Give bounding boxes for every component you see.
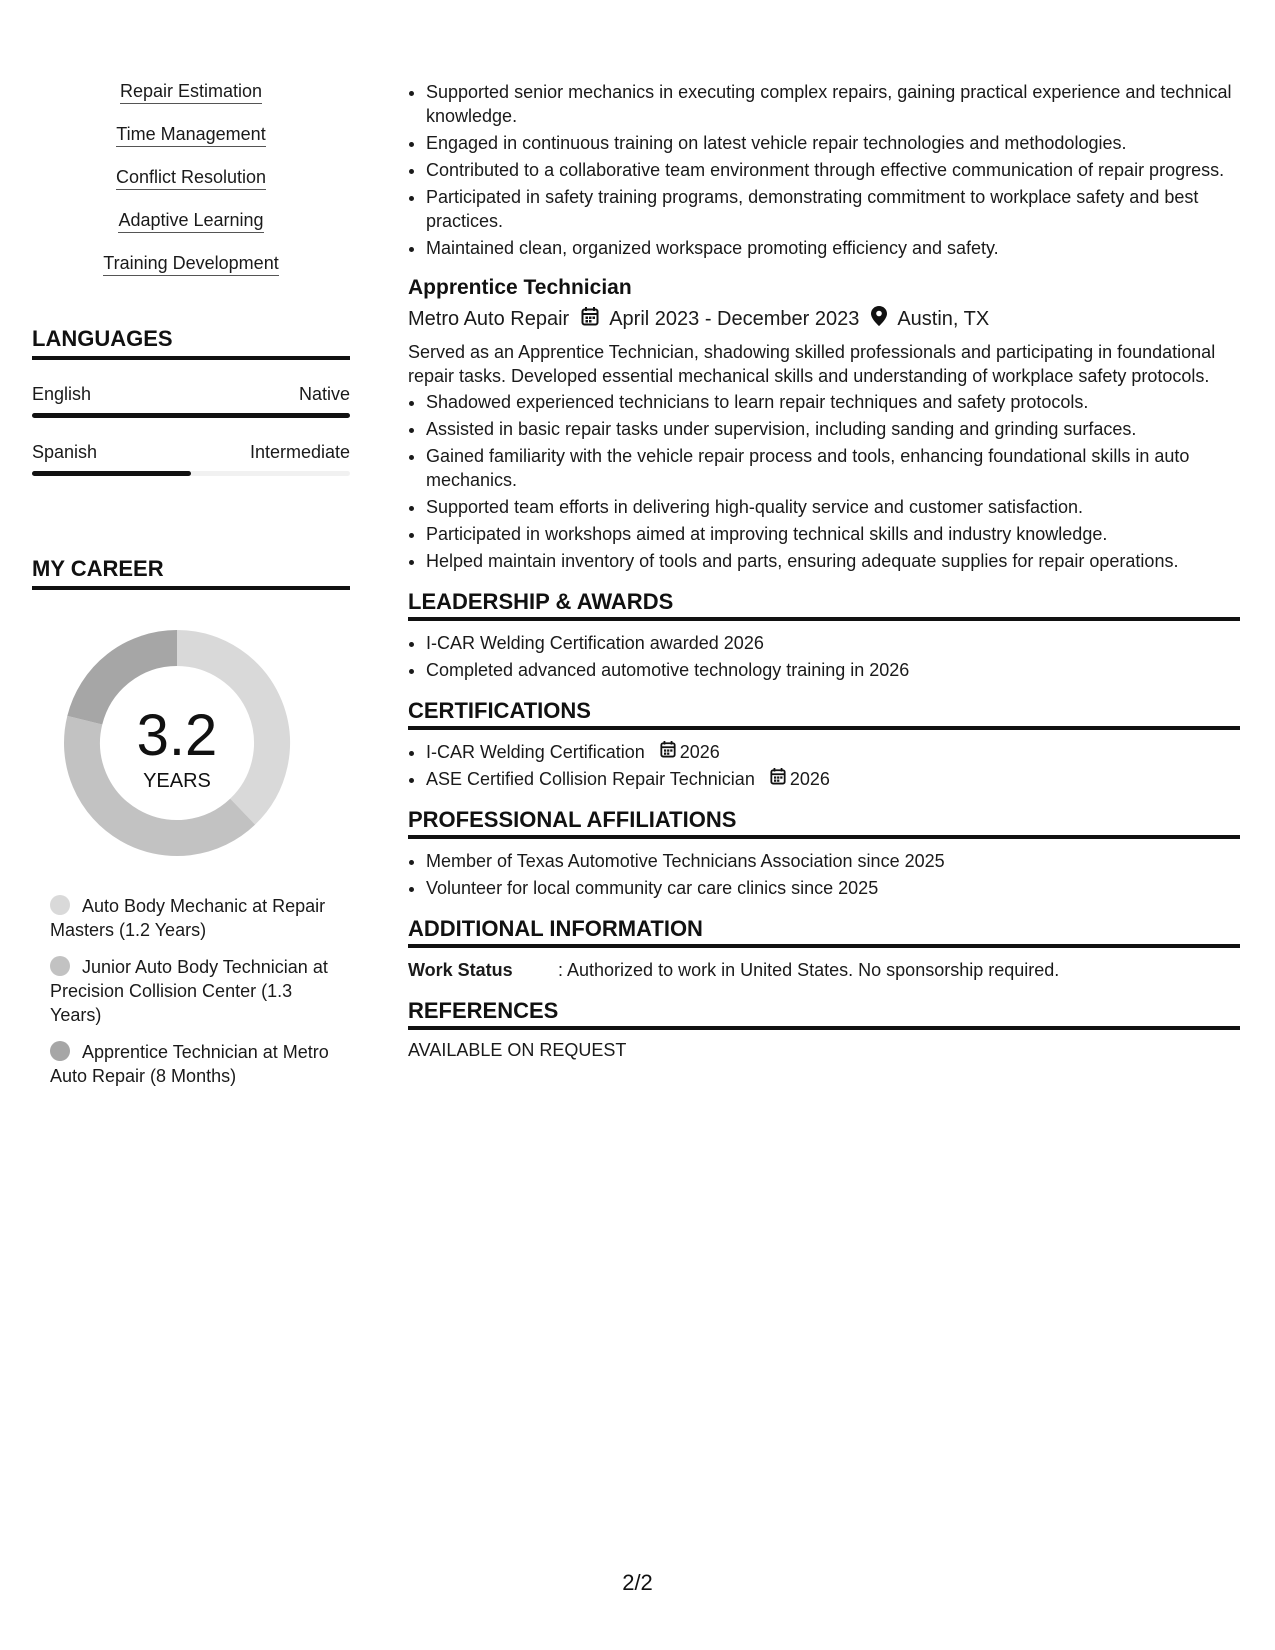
career-legend-label: Junior Auto Body Technician at Precision Collision Center (1.3 Years)	[50, 957, 328, 1025]
list-item: • Participated in safety training programs, demonstrating commitment to workplace safety and best practices.	[426, 185, 1240, 233]
job-bullets	[408, 390, 1240, 573]
language-proficiency-bar	[32, 413, 350, 418]
calendar-icon	[770, 767, 790, 791]
leadership-heading: LEADERSHIP & AWARDS	[408, 589, 1240, 621]
language-name: Spanish	[32, 442, 98, 462]
skill-item	[32, 209, 350, 233]
skill-label: Adaptive Learning	[118, 209, 263, 233]
main-content	[408, 80, 1240, 1061]
certification-year: 2026	[679, 742, 720, 762]
language-proficiency-fill	[32, 471, 191, 476]
language-level: Native	[298, 384, 350, 404]
list-item: • Volunteer for local community car care clinics since 2025	[426, 876, 1240, 900]
career-legend-label: Auto Body Mechanic at Repair Masters (1.2 Years)	[50, 896, 326, 940]
work-status-value: : Authorized to work in United States. No sponsorship required.	[558, 960, 1060, 980]
career-legend-item	[50, 1040, 330, 1088]
affiliations-heading: PROFESSIONAL AFFILIATIONS	[408, 807, 1240, 839]
certification-name: I-CAR Welding Certification	[426, 742, 645, 762]
leadership-list	[408, 631, 1240, 682]
list-item: • Gained familiarity with the vehicle repair process and tools, enhancing foundational skills in auto mechanics.	[426, 444, 1240, 492]
skill-item	[32, 80, 350, 104]
list-item: • I-CAR Welding Certification awarded 2026	[426, 631, 1240, 655]
calendar-icon	[660, 740, 680, 764]
certification-item	[426, 767, 1240, 791]
job-dates: April 2023 - December 2023	[609, 307, 860, 330]
job-description: Served as an Apprentice Technician, shadowing skilled professionals and participating in foundational repair tasks. Developed essential mechanical skills and understanding of workplace safety protocols.	[408, 342, 1216, 386]
job-meta	[408, 306, 1240, 332]
career-legend	[50, 894, 330, 1088]
career-legend-item	[50, 894, 330, 942]
skill-label: Training Development	[103, 252, 278, 276]
work-status-label: Work Status	[408, 960, 513, 980]
list-item: • Participated in workshops aimed at improving technical skills and industry knowledge.	[426, 522, 1240, 546]
languages-heading: LANGUAGES	[32, 326, 350, 360]
references-text: AVAILABLE ON REQUEST	[408, 1040, 627, 1060]
language-item	[32, 442, 350, 476]
career-total-years: 3.2	[136, 703, 218, 768]
skills-list	[32, 80, 350, 276]
certification-name: ASE Certified Collision Repair Technician	[426, 769, 755, 789]
legend-dot	[50, 956, 70, 976]
list-item: • Member of Texas Automotive Technicians Association since 2025	[426, 849, 1240, 873]
job-company: Metro Auto Repair	[408, 307, 570, 330]
list-item: • Completed advanced automotive technology training in 2026	[426, 658, 1240, 682]
references-heading: REFERENCES	[408, 998, 1240, 1030]
list-item: • Contributed to a collaborative team environment through effective communication of repair progress.	[426, 158, 1240, 182]
skill-label: Conflict Resolution	[116, 166, 266, 190]
list-item: • Supported team efforts in delivering high-quality service and customer satisfaction.	[426, 495, 1240, 519]
list-item: • Assisted in basic repair tasks under supervision, including sanding and grinding surfaces.	[426, 417, 1240, 441]
sidebar	[32, 80, 350, 1101]
additional-info-heading: ADDITIONAL INFORMATION	[408, 916, 1240, 948]
skill-item	[32, 252, 350, 276]
career-heading: MY CAREER	[32, 556, 350, 590]
previous-job-bullets	[408, 80, 1240, 260]
page-number: 2/2	[622, 1570, 653, 1595]
job-location: Austin, TX	[897, 307, 990, 330]
skill-item	[32, 123, 350, 147]
job-title: Apprentice Technician	[408, 276, 632, 299]
location-pin-icon	[871, 306, 887, 332]
career-total-unit: YEARS	[143, 770, 211, 792]
affiliations-list	[408, 849, 1240, 900]
certification-item	[426, 740, 1240, 764]
certifications-heading: CERTIFICATIONS	[408, 698, 1240, 730]
list-item: • Supported senior mechanics in executing complex repairs, gaining practical experience and technical knowledge.	[426, 80, 1240, 128]
skill-item	[32, 166, 350, 190]
language-proficiency-bar	[32, 471, 350, 476]
work-status-row	[408, 958, 1240, 982]
language-proficiency-fill	[32, 413, 350, 418]
career-legend-label: Apprentice Technician at Metro Auto Repair (8 Months)	[50, 1042, 329, 1086]
certification-year: 2026	[789, 769, 830, 789]
legend-dot	[50, 895, 70, 915]
language-item	[32, 384, 350, 418]
language-level: Intermediate	[249, 442, 350, 462]
career-donut-chart	[62, 628, 292, 858]
career-legend-item	[50, 955, 330, 1027]
certifications-list	[408, 740, 1240, 791]
calendar-icon	[581, 306, 599, 332]
list-item: • Engaged in continuous training on latest vehicle repair technologies and methodologies.	[426, 131, 1240, 155]
skill-label: Time Management	[116, 123, 265, 147]
language-name: English	[32, 384, 92, 404]
list-item: • Shadowed experienced technicians to learn repair techniques and safety protocols.	[426, 390, 1240, 414]
skill-label: Repair Estimation	[120, 80, 262, 104]
legend-dot	[50, 1041, 70, 1061]
list-item: • Helped maintain inventory of tools and parts, ensuring adequate supplies for repair operations.	[426, 549, 1240, 573]
list-item: • Maintained clean, organized workspace promoting efficiency and safety.	[426, 236, 1240, 260]
